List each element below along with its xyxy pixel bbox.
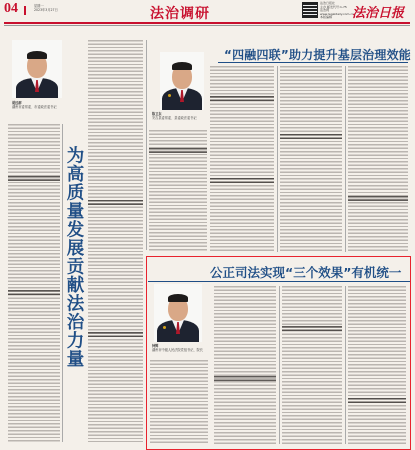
header-rule <box>4 22 410 24</box>
info-line: 本版编辑 <box>320 15 333 20</box>
article-3-subheading <box>282 326 342 333</box>
author-portrait-2 <box>160 52 204 110</box>
article-3-column-3 <box>282 286 342 444</box>
column-divider <box>146 40 147 250</box>
page-number: 04 <box>4 1 18 16</box>
author-title: 湖州市中级人民法院党组书记、院长 <box>152 348 203 353</box>
author-name: 陈卫东 <box>152 112 162 116</box>
article-1-headline: 为高质量发展贡献法治力量 <box>64 146 84 368</box>
article-2-column-3 <box>348 66 408 252</box>
article-3-column-1 <box>150 360 208 444</box>
article-2-subheading <box>210 178 274 185</box>
article-2-subheading <box>348 196 408 203</box>
article-3-headline: 公正司法实现“三个效果”有机统一 <box>210 265 402 280</box>
article-3-column-2 <box>214 286 276 444</box>
newspaper-logo: 法治日报 <box>352 6 405 21</box>
author-caption-3 <box>152 344 216 352</box>
author-caption-1 <box>12 101 82 109</box>
issue-weekday: 星期一 <box>34 4 44 8</box>
masthead-info <box>320 2 354 20</box>
column-divider <box>277 66 278 252</box>
section-title: 法治调研 <box>150 6 210 22</box>
author-portrait-1 <box>12 40 62 98</box>
author-caption-2 <box>152 112 214 120</box>
headline-rule <box>148 281 410 282</box>
article-1-subheading <box>88 200 143 207</box>
info-line: 法治网 www.legaldaily.com.cn <box>320 8 354 16</box>
author-title: 湖州市委常委、市委政法委书记 <box>12 105 57 110</box>
article-3-subheading <box>348 398 406 405</box>
info-line: 主办 邮发代号:1-75 <box>320 4 347 9</box>
article-1-subheading <box>8 176 60 183</box>
article-2-subheading <box>280 134 342 141</box>
author-title: 安吉县委常委、县委政法委书记 <box>152 116 197 121</box>
article-3-subheading <box>214 376 276 383</box>
qr-code-icon <box>302 2 318 18</box>
article-2-column-2 <box>280 66 342 252</box>
article-1-subheading <box>8 290 60 297</box>
article-1-column-2 <box>88 40 143 442</box>
article-1-column-1 <box>8 124 60 442</box>
issue-date <box>34 4 58 12</box>
headline-rule <box>218 62 408 63</box>
article-2-subheading <box>210 96 274 103</box>
article-2-column-1 <box>210 66 274 252</box>
article-2-headline: “四融四联”助力提升基层治理效能 <box>224 48 411 62</box>
article-3-column-4 <box>348 286 406 444</box>
header-rule-thin <box>4 25 410 26</box>
article-1-subheading <box>88 332 143 339</box>
author-name: 钟辉 <box>152 344 159 348</box>
article-1-subheading <box>149 148 207 155</box>
author-portrait-3 <box>154 284 202 342</box>
column-divider <box>279 286 280 444</box>
info-line: 法治日报社 <box>320 1 336 5</box>
column-divider <box>345 286 346 444</box>
issue-full-date: 2023年3月27日 <box>34 8 58 12</box>
page-number-bracket <box>24 6 34 15</box>
author-name: 胡远群 <box>12 101 22 105</box>
column-divider <box>345 66 346 252</box>
